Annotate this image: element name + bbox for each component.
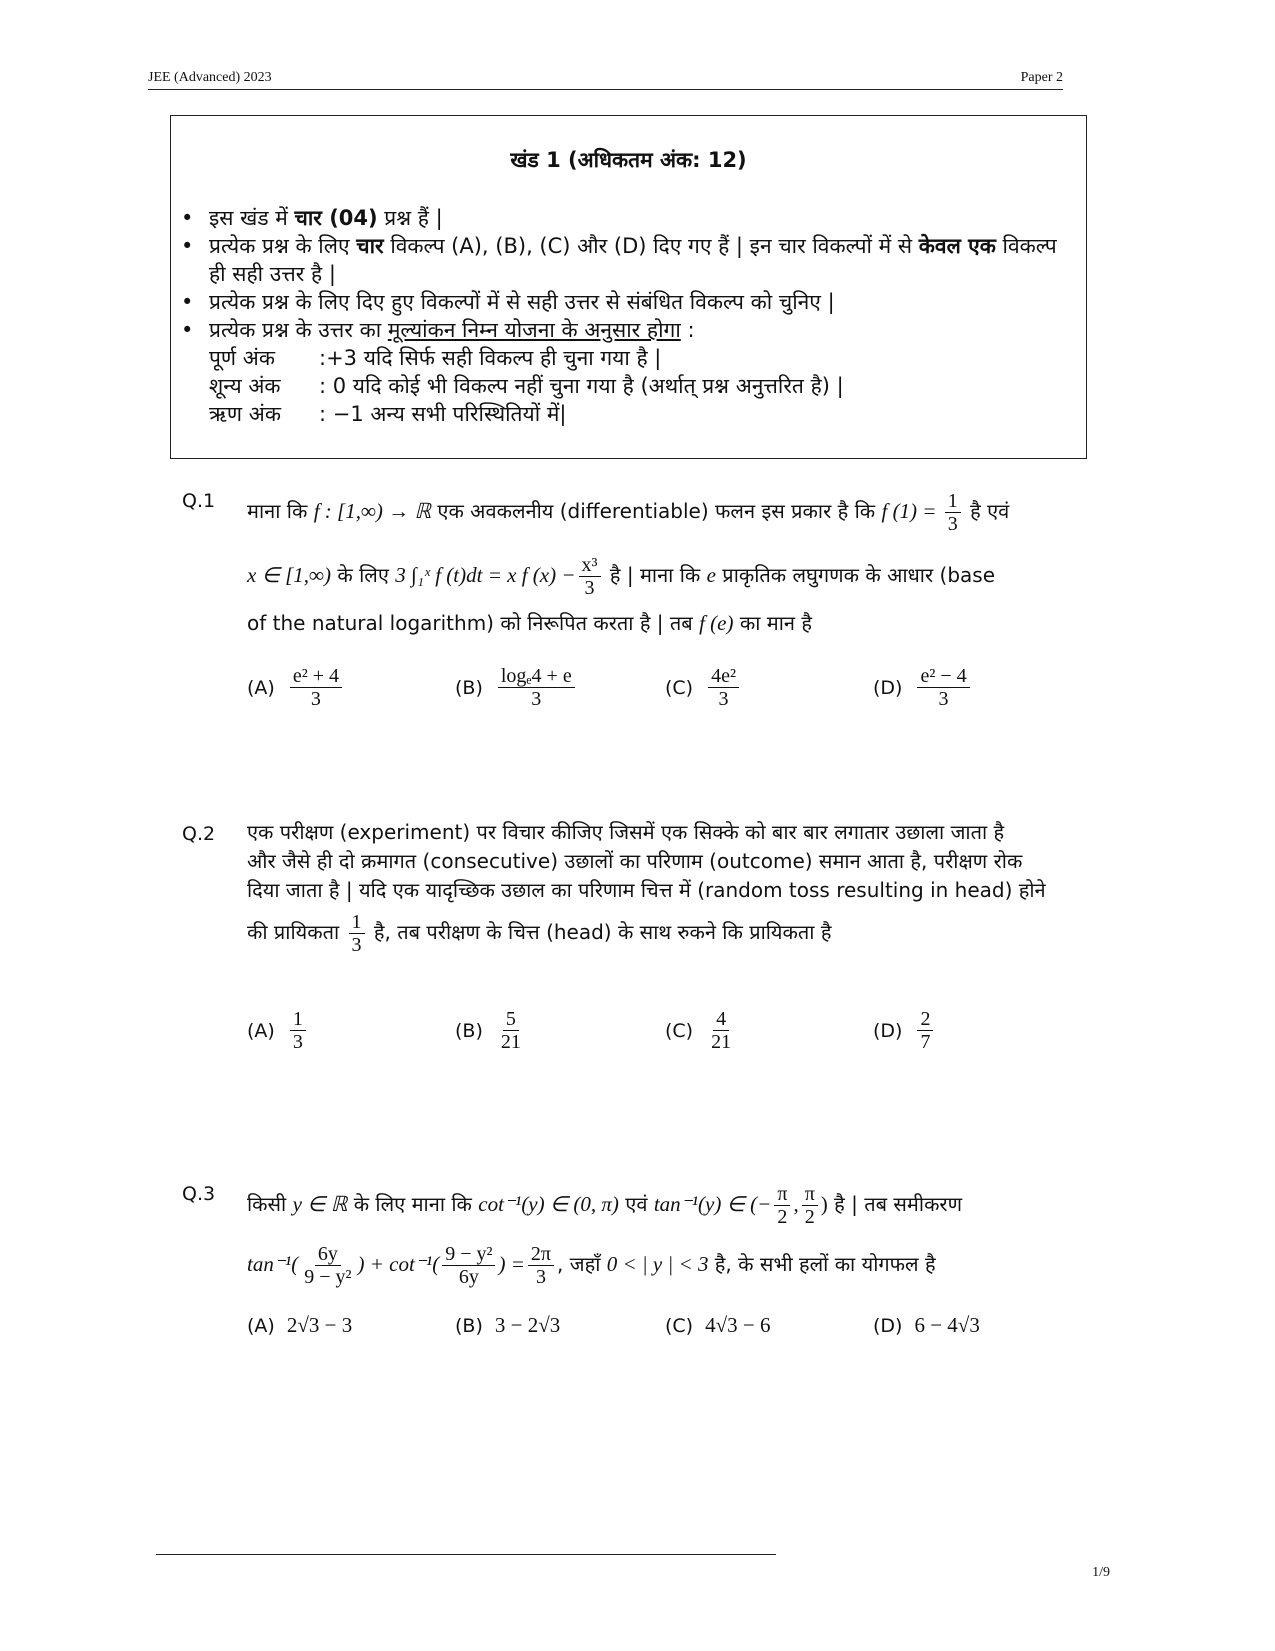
option-a[interactable]: (A) $\frac{1}{3}$ [247, 1008, 309, 1053]
header-rule [148, 89, 1063, 90]
fraction: $\frac{1}{3}$ [945, 490, 961, 535]
question-number: Q.3 [182, 1183, 216, 1205]
instructions-list [181, 204, 1076, 428]
option-b[interactable]: (B) $\frac{5}{21}$ [455, 1008, 521, 1053]
section-title: खंड 1 (अधिकतम अंक: 12) [510, 148, 747, 172]
header-paper-label: Paper 2 [1020, 70, 1063, 85]
option-a[interactable]: (A) $\frac{\text{e² + 4}}{3}$ [247, 665, 345, 710]
option-c[interactable]: (C) 4√3 − 6 [665, 1313, 771, 1337]
marks-row-zero: शून्य अंक : 0 यदि कोई भी विकल्प नहीं चुना गया है (अर्थात् प्रश्न अनुत्तरित है) | [209, 374, 844, 398]
option-c[interactable]: (C) $\frac{\text{4e²}}{3}$ [665, 665, 742, 710]
marks-row-negative: ऋण अंक : −1 अन्य सभी परिस्थितियों में| [209, 402, 567, 426]
fraction: $\frac{\pi}{2}$ [774, 1183, 790, 1228]
question-number: Q.2 [182, 823, 216, 845]
fraction: $\frac{6y}{\text{9 − y²}}$ [304, 1243, 352, 1288]
fraction: $\frac{\text{x³}}{3}$ [579, 554, 601, 599]
question-text: माना कि f : [1,∞) → ℝ एक अवकलनीय (differentiable) फलन इस प्रकार है कि f (1) = $\frac{1}{3}$ है एवं x ∈ [1,∞) के लिए 3 ∫₁ˣ f (t)dt = x f (x) − $\frac{\text{x³}}{3}$ है | माना कि e प्राकृतिक लघुगणक के आधार (base of the natural logarithm) को निरूपित करता है | तब f (e) का मान है [247, 490, 1010, 635]
option-a[interactable]: (A) 2√3 − 3 [247, 1313, 353, 1337]
option-b[interactable]: (B) $\frac{\text{logₑ4 + e}}{3}$ [455, 665, 578, 710]
fraction: $\frac{1}{3}$ [349, 911, 365, 956]
option-d[interactable]: (D) $\frac{\text{e² − 4}}{3}$ [873, 665, 973, 710]
bullet-icon: • [181, 318, 194, 342]
question-text: किसी y ∈ ℝ के लिए माना कि cot⁻¹(y) ∈ (0, π) एवं tan⁻¹(y) ∈ (− $\frac{\pi}{2}$ , $\frac{\pi}{2}$ ) है | तब समीकरण tan⁻¹( $\frac{6y}{\text{9 − y²}}$ ) + cot⁻¹( $\frac{\text{9 − y²}}{6y}$ ) = $\frac{2\pi}{3}$ , जहाँ 0 < | y | < 3 है, के सभी हलों का योगफल है [247, 1183, 963, 1288]
bullet-icon: • [181, 290, 194, 314]
question-number: Q.1 [182, 490, 216, 512]
header-exam-title: JEE (Advanced) 2023 [148, 70, 272, 85]
instruction-item: • प्रत्येक प्रश्न के लिए चार विकल्प (A), (B), (C) और (D) दिए गए हैं | इन चार विकल्पों में से केवल एक विकल्प ही सही उत्तर है | [181, 234, 1057, 286]
fraction: $\frac{\text{9 − y²}}{6y}$ [442, 1243, 495, 1288]
fraction: $\frac{2\pi}{3}$ [528, 1243, 554, 1288]
fraction: $\frac{\pi}{2}$ [802, 1183, 818, 1228]
instruction-item: • प्रत्येक प्रश्न के लिए दिए हुए विकल्पों में से सही उत्तर से संबंधित विकल्प को चुनिए | [181, 290, 835, 314]
marking-scheme [209, 344, 1076, 428]
bullet-icon: • [181, 206, 194, 230]
instruction-item: • प्रत्येक प्रश्न के उत्तर का मूल्यांकन निम्न योजना के अनुसार होगा : पूर्ण अंक :+3 यदि सिर्फ सही विकल्प ही चुना गया है | शून्य अंक : 0 यदि कोई भी विकल्प नहीं चुना गया है (अर्थात् प्रश्न अनुत्तरित है) | ऋण अंक : −1 अन्य सभी परिस्थितियों में| [181, 316, 1076, 428]
option-b[interactable]: (B) 3 − 2√3 [455, 1313, 561, 1337]
footer-rule [156, 1554, 776, 1555]
bullet-icon: • [181, 234, 194, 258]
option-c[interactable]: (C) $\frac{4}{21}$ [665, 1008, 732, 1053]
instruction-item: • इस खंड में चार (04) प्रश्न हैं | [181, 206, 443, 230]
instructions-box [170, 115, 1087, 459]
marks-row-full: पूर्ण अंक :+3 यदि सिर्फ सही विकल्प ही चुना गया है | [209, 346, 662, 370]
option-d[interactable]: (D) 6 − 4√3 [873, 1313, 980, 1337]
question-text: एक परीक्षण (experiment) पर विचार कीजिए जिसमें एक सिक्के को बार बार लगातार उछाला जाता है और जैसे ही दो क्रमागत (consecutive) उछालों का परिणाम (outcome) समान आता है, परीक्षण रोक दिया जाता है | यदि एक यादृच्छिक उछाल का परिणाम चित्त में (random toss resulting in head) होने की प्रायिकता $\frac{1}{3}$ है, तब परीक्षण के चित्त (head) के साथ रुकने कि प्रायिकता है [247, 820, 1046, 956]
option-d[interactable]: (D) $\frac{2}{7}$ [873, 1008, 936, 1053]
page-number: 1/9 [1092, 1565, 1110, 1580]
